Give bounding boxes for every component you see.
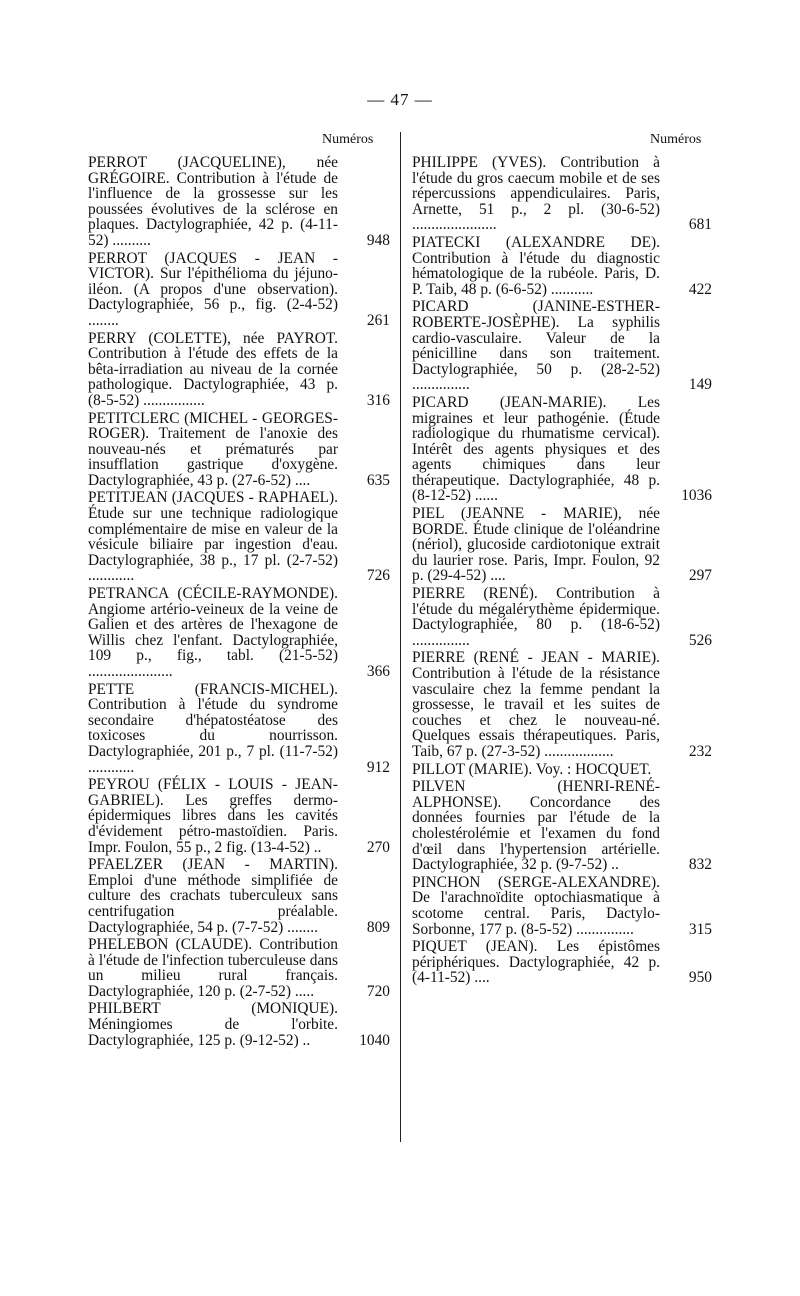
entry	[88, 682, 390, 776]
entry	[88, 155, 390, 249]
left-column	[88, 155, 390, 1050]
entry-text: PICARD (JEAN-MARIE). Les migraines et leur pathogénie. (Étude radiologique du rhumatisme cervical). Intérêt des agents physiques et des agents chimiques dans leur thérapeutique. Dactylographiée, 48 p. (8-12-52) ......	[412, 393, 660, 505]
entry	[88, 331, 390, 409]
entry-number: 232	[688, 742, 712, 760]
entry	[412, 650, 712, 759]
entry	[412, 939, 712, 986]
entry	[88, 1001, 390, 1048]
entry-number: 316	[366, 391, 390, 409]
entry-number: 422	[688, 280, 712, 298]
entry-text: PIERRE (RENÉ - JEAN - MARIE). Contribution à l'étude de la résistance vasculaire chez la femme pendant la grossesse, le travail et les suites de couches et chez le nouveau-né. Quelques essais thérapeutiques. Paris, Taib, 67 p. (27-3-52) ..................	[412, 649, 660, 760]
entry-text: PILVEN (HENRI-RENÉ-ALPHONSE). Concordance des données fournies par l'étude de la cholestérolémie et l'examen du fond d'œil dans l'hypertension artérielle. Dactylographiée, 32 p. (9-7-52) ..	[412, 778, 660, 874]
entry-text: PINCHON (SERGE-ALEXANDRE). De l'arachnoïdite optochiasmatique à scotome central. Paris, Dactylo-Sorbonne, 177 p. (8-5-52) ...............	[412, 873, 660, 938]
entry-number: 149	[688, 376, 712, 394]
entry	[412, 299, 712, 393]
entry-number: 720	[366, 982, 390, 1000]
page-number: — 47 —	[367, 90, 433, 109]
entry-text: PERROT (JACQUELINE), née GRÉGOIRE. Contribution à l'étude de l'influence de la grossesse sur les poussées évolutives de la sclérose en plaques. Dactylographiée, 42 p. (4-11-52) ..........	[88, 154, 338, 249]
entry-text: PETRANCA (CÉCILE-RAYMONDE). Angiome artério-veineux de la veine de Galien et des artères de l'hexagone de Willis chez l'enfant. Dactylographiée, 109 p., fig., tabl. (21-5-52) ......................	[88, 585, 338, 680]
entry	[412, 779, 712, 873]
entry	[88, 586, 390, 680]
column-divider	[400, 132, 401, 1142]
entry-number: 1036	[681, 487, 712, 505]
entry-number: 635	[366, 471, 390, 489]
entry-text: PICARD (JANINE-ESTHER-ROBERTE-JOSÈPHE). La syphilis cardio-vasculaire. Valeur de la pénicilline dans son traitement. Dactylographiée, 50 p. (28-2-52) ...............	[412, 298, 660, 394]
entry-number: 950	[688, 969, 712, 987]
entry	[412, 506, 712, 584]
entry-text: PHILBERT (MONIQUE). Méningiomes de l'orbite. Dactylographiée, 125 p. (9-12-52) ..	[88, 1000, 338, 1049]
entry-number: 297	[688, 567, 712, 585]
entry-text: PETTE (FRANCIS-MICHEL). Contribution à l'étude du syndrome secondaire d'hépatostéatose des toxicoses du nourrisson. Dactylographiée, 201 p., 7 pl. (11-7-52) ............	[88, 680, 338, 776]
entry-text: PHELEBON (CLAUDE). Contribution à l'étude de l'infection tuberculeuse dans un milieu rural français. Dactylographiée, 120 p. (2-7-52) .....	[88, 936, 338, 1000]
entry	[412, 875, 712, 937]
entry-text: PHILIPPE (YVES). Contribution à l'étude du gros caecum mobile et de ses répercussions appendiculaires. Paris, Arnette, 51 p., 2 pl. (30-6-52) ......................	[412, 154, 660, 234]
entry-number: 270	[366, 838, 390, 856]
entry	[88, 937, 390, 999]
entry	[412, 235, 712, 297]
entry	[88, 411, 390, 489]
entry-number: 526	[688, 631, 712, 649]
right-column	[412, 155, 712, 988]
entry-number: 261	[366, 311, 390, 329]
entry-number: 1040	[359, 1031, 390, 1049]
entry-text: PFAELZER (JEAN - MARTIN). Emploi d'une méthode simplifiée de culture des crachats tuberculeux sans centrifugation préalable. Dactylographiée, 54 p. (7-7-52) ........	[88, 856, 338, 936]
entry-text: PETITJEAN (JACQUES - RAPHAEL). Étude sur une technique radiologique complémentaire de mise en valeur de la vésicule biliaire par ingestion d'eau. Dactylographiée, 38 p., 17 pl. (2-7-52) ............	[88, 489, 338, 585]
entry-text: PIATECKI (ALEXANDRE DE). Contribution à l'étude du diagnostic hématologique de la rubéole. Paris, D. P. Taib, 48 p. (6-6-52) ...........	[412, 233, 660, 298]
entry-text: PERRY (COLETTE), née PAYROT. Contribution à l'étude des effets de la bêta-irradiation au niveau de la cornée pathologique. Dactylographiée, 43 p. (8-5-52) ................	[88, 329, 338, 409]
entry	[88, 490, 390, 584]
entry-number: 832	[688, 856, 712, 874]
entry-number: 948	[366, 231, 390, 249]
entry-text: PIERRE (RENÉ). Contribution à l'étude du mégalérythème épidermique. Dactylographiée, 80 p. (18-6-52) ...............	[412, 585, 660, 649]
entry-text: PERROT (JACQUES - JEAN - VICTOR). Sur l'épithélioma du jéjuno-iléon. (A propos d'une observation). Dactylographiée, 56 p., fig. (2-4-52) ........	[88, 249, 338, 329]
entry-number: 366	[366, 663, 390, 680]
entry-text: PILLOT (MARIE). Voy. : HOCQUET.	[412, 760, 652, 778]
entry	[412, 155, 712, 233]
entry-number: 912	[366, 758, 390, 776]
entry-text: PETITCLERC (MICHEL - GEORGES-ROGER). Traitement de l'anoxie des nouveau-nés et prématurés par insufflation gastrique d'oxygène. Dactylographiée, 43 p. (27-6-52) ....	[88, 409, 338, 489]
entry	[412, 762, 712, 778]
entry	[412, 395, 712, 504]
entry-text: PEYROU (FÉLIX - LOUIS - JEAN-GABRIEL). Les greffes dermo-épidermiques libres dans les cavités d'évidement pétro-mastoïdien. Paris. Impr. Foulon, 55 p., 2 fig. (13-4-52) ..	[88, 776, 338, 856]
entry-number: 315	[688, 920, 712, 938]
entry-number: 809	[366, 918, 390, 936]
left-column-header: Numéros	[322, 132, 374, 147]
entry	[412, 586, 712, 648]
entry-number: 681	[688, 216, 712, 234]
entry	[88, 251, 390, 329]
right-column-header: Numéros	[650, 132, 702, 147]
entry	[88, 777, 390, 855]
entry	[88, 857, 390, 935]
entry-text: PIQUET (JEAN). Les épistômes périphériques. Dactylographiée, 42 p. (4-11-52) ....	[412, 938, 660, 987]
entry-text: PIEL (JEANNE - MARIE), née BORDE. Étude clinique de l'oléandrine (nériol), glucoside cardiotonique extrait du laurier rose. Paris, Impr. Foulon, 92 p. (29-4-52) ....	[412, 505, 660, 585]
entry-number: 726	[366, 567, 390, 585]
